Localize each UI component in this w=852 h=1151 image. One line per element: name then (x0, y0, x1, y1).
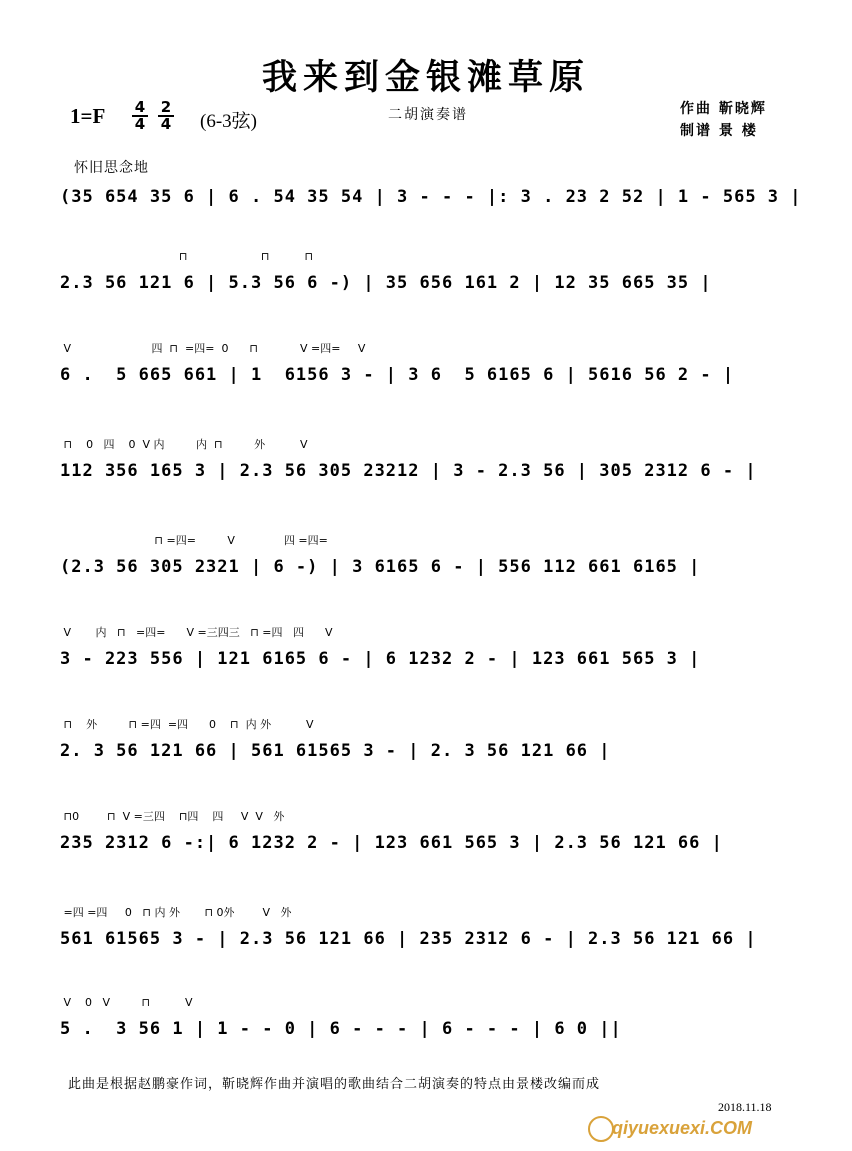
bowing-marks-row-5: ⊓ =四= V 四 =四= (60, 534, 328, 547)
bowing-marks-row-2: ⊓ ⊓ ⊓ (60, 250, 314, 263)
notation-row-10: 5 . 3 56 1 | 1 - - 0 | 6 - - - | 6 - - - | 6 0 || (60, 1019, 622, 1039)
time-signature-4-4: $\frac{4}{4}$ (132, 100, 148, 132)
notation-row-8: 235 2312 6 -:| 6 1232 2 - | 123 661 565 3 | 2.3 56 121 66 | (60, 833, 723, 853)
bowing-marks-row-10: V 0 V ⊓ V (60, 996, 193, 1009)
notation-row-5: (2.3 56 305 2321 | 6 -) | 3 6165 6 - | 556 112 661 6165 | (60, 557, 701, 577)
expression-marking: 怀旧思念地 (74, 160, 149, 176)
notation-row-4: 112 356 165 3 | 2.3 56 305 23212 | 3 - 2.3 56 | 305 2312 6 - | (60, 461, 757, 481)
bowing-marks-row-4: ⊓ 0 四 0 V 内 内 ⊓ 外 V (60, 438, 308, 451)
notation-row-1: (35 654 35 6 | 6 . 54 35 54 | 3 - - - |: 3 . 23 2 52 | 1 - 565 3 | (60, 187, 802, 207)
composer-credit: 作曲 靳晓辉 (680, 101, 767, 117)
notation-row-3: 6 . 5 665 661 | 1 6156 3 - | 3 6 5 6165 6 | 5616 56 2 - | (60, 365, 735, 385)
bowing-marks-row-9: =四 =四 0 ⊓ 内 外 ⊓ 0外 V 外 (60, 906, 292, 919)
bowing-marks-row-7: ⊓ 外 ⊓ =四 =四 0 ⊓ 内 外 V (60, 718, 314, 731)
watermark-logo-icon (588, 1116, 614, 1142)
date-stamp: 2018.11.18 (718, 1100, 772, 1114)
notation-row-6: 3 - 223 556 | 121 6165 6 - | 6 1232 2 - | 123 661 565 3 | (60, 649, 701, 669)
bowing-marks-row-6: V 内 ⊓ =四= V =三四三 ⊓ =四 四 V (60, 626, 333, 639)
time-signature-2-4: $\frac{2}{4}$ (158, 100, 174, 132)
key-signature: 1=F (70, 104, 106, 128)
bowing-marks-row-8: ⊓0 ⊓ V =三四 ⊓四 四 V V 外 (60, 810, 285, 823)
notation-row-7: 2. 3 56 121 66 | 561 61565 3 - | 2. 3 56 121 66 | (60, 741, 611, 761)
arranger-credit: 制谱 景 楼 (680, 123, 758, 139)
arrangement-note: 此曲是根据赵鹏豪作词，靳晓辉作曲并演唱的歌曲结合二胡演奏的特点由景楼改编而成 (68, 1077, 601, 1092)
notation-row-9: 561 61565 3 - | 2.3 56 121 66 | 235 2312 6 - | 2.3 56 121 66 | (60, 929, 757, 949)
bowing-marks-row-3: V 四 ⊓ =四= 0 ⊓ V =四= V (60, 342, 366, 355)
string-tuning: (6-3弦) (200, 111, 257, 132)
notation-row-2: 2.3 56 121 6 | 5.3 56 6 -) | 35 656 161 2 | 12 35 665 35 | (60, 273, 712, 293)
site-watermark: qiyuexuexi.COM (612, 1118, 753, 1138)
score-title: 我来到金银滩草原 (261, 57, 590, 98)
score-subtitle: 二胡演奏谱 (388, 107, 468, 123)
